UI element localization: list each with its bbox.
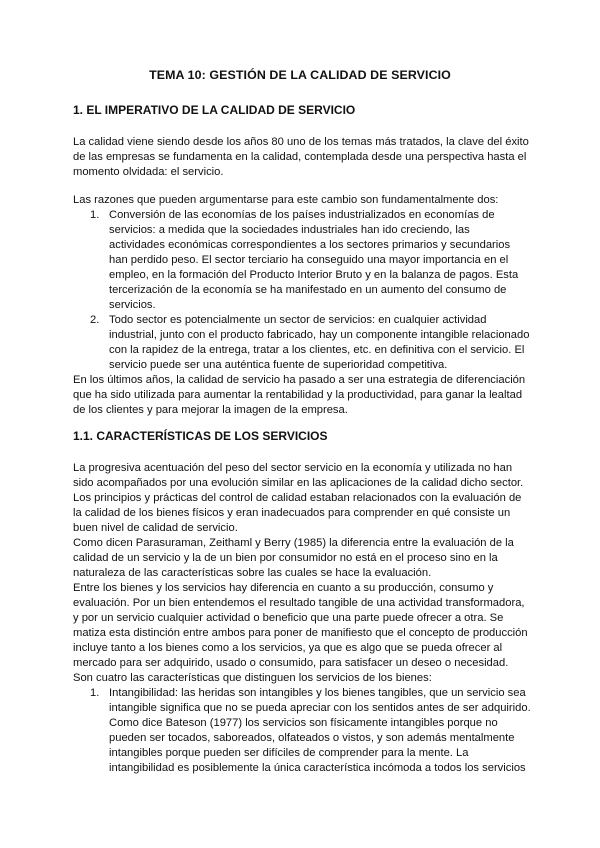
text-line: En los últimos años, la calidad de servicio ha pasado a ser una estrategia de diferenciación [73,374,526,386]
text-line: intangibilidad es posiblemente la única característica incómoda a todos los servicios [109,762,526,774]
text-line: intangible significa que no se pueda apreciar con los sentidos antes de ser adquirido. [109,702,531,714]
text-line: Todo sector es potencialmente un sector de servicios: en cualquier actividad [109,314,487,326]
text-line: pueden ser tocados, saboreados, olfateados o vistos, y son además mentalmente [109,732,515,744]
list-item [73,208,533,313]
text-line: evaluación. Por un bien entendemos el resultado tangible de una actividad transformadora, [73,597,525,609]
section-1-heading: 1. EL IMPERATIVO DE LA CALIDAD DE SERVICIO [73,103,356,117]
text-line: buen nivel de calidad de servicio. [73,522,238,534]
text-line: La calidad viene siendo desde los años 80 uno de los temas más tratados, la clave del éxito [73,136,529,148]
text-line: incluye tanto a los bienes como a los servicios, ya que es algo que se pueda ofrecer al [73,642,503,654]
text-line: tercerización de la economía se ha manifestado en un aumento del consumo de [109,284,507,296]
text-line: naturaleza de las características sobre las cuales se hace la evaluación. [73,567,432,579]
text-line: Las razones que pueden argumentarse para este cambio son fundamentalmente dos: [73,194,499,206]
section-1-paragraph-3 [73,373,533,418]
text-line: empleo, en la formación del Producto Interior Bruto y en la balanza de pagos. Esta [109,269,519,281]
section-1-list [73,208,533,373]
text-line: Son cuatro las características que distinguen los servicios de los bienes: [73,672,432,684]
text-line: servicios. [109,299,156,311]
text-line: Intangibilidad: las heridas son intangibles y los bienes tangibles, que un servicio sea [109,687,526,699]
section-1-1-list [73,686,533,776]
text-line: Como dicen Parasuraman, Zeithaml y Berry (1985) la diferencia entre la evaluación de la [73,537,514,549]
text-line: servicio puede ser una auténtica fuente de superioridad competitiva. [109,359,448,371]
section-1-paragraph-1 [73,135,533,180]
text-line: que ha sido utilizada para aumentar la rentabilidad y la productividad, para ganar la lealtad [73,389,523,401]
text-line: de las empresas se fundamenta en la calidad, contemplada desde una perspectiva hasta el [73,151,527,163]
list-number: 1. [90,687,100,699]
list-number: 2. [90,314,100,326]
text-line: actividades económicas correspondientes a los sectores primarios y secundarios [109,239,511,251]
text-line: calidad de un servicio y la de un bien por consumidor no está en el proceso sino en la [73,552,498,564]
text-line: con la rapidez de la entrega, tratar a los clientes, etc. en definitiva con el servicio. El [109,344,525,356]
list-item [73,686,533,776]
text-line: Conversión de las economías de los países industrializados en economías de [109,209,495,221]
text-line: intangibles porque pueden ser difíciles de comprender para la mente. La [109,747,469,759]
text-line: y por un servicio cualquier actividad o beneficio que una parte puede ofrecer a otra. Se [73,612,504,624]
list-item [73,313,533,373]
text-line: sido acompañados por una evolución similar en las aplicaciones de la calidad dicho sector. [73,477,524,489]
page-title: TEMA 10: GESTIÓN DE LA CALIDAD DE SERVICIO [149,68,451,82]
text-line: matiza esta distinción entre ambos para poner de manifiesto que el concepto de producción [73,627,528,639]
text-line: de los clientes y para mejorar la imagen de la empresa. [73,404,348,416]
text-line: Como dice Bateson (1977) los servicios son físicamente intangibles porque no [109,717,498,729]
text-line: han perdido peso. El sector terciario ha conseguido una mayor importancia en el [109,254,509,266]
section-1-paragraph-2 [73,193,533,208]
text-line: servicios: a medida que la sociedades industriales han ido creciendo, las [109,224,470,236]
text-line: Los principios y prácticas del control de calidad estaban relacionados con la evaluación de [73,492,522,504]
section-1-1-paragraph-1 [73,461,533,686]
section-1-1-heading: 1.1. CARACTERÍSTICAS DE LOS SERVICIOS [73,429,328,443]
text-line: La progresiva acentuación del peso del sector servicio en la economía y utilizada no han [73,462,513,474]
list-number: 1. [90,209,100,221]
text-line: la calidad de los bienes físicos y eran inadecuados para comprender en qué consiste un [73,507,511,519]
text-line: Entre los bienes y los servicios hay diferencia en cuanto a su producción, consumo y [73,582,494,594]
text-line: industrial, junto con el producto fabricado, hay un componente intangible relacionado [109,329,530,341]
text-line: momento olvidada: el servicio. [73,166,224,178]
text-line: mercado para ser adquirido, usado o consumido, para satisfacer un deseo o necesidad. [73,657,509,669]
